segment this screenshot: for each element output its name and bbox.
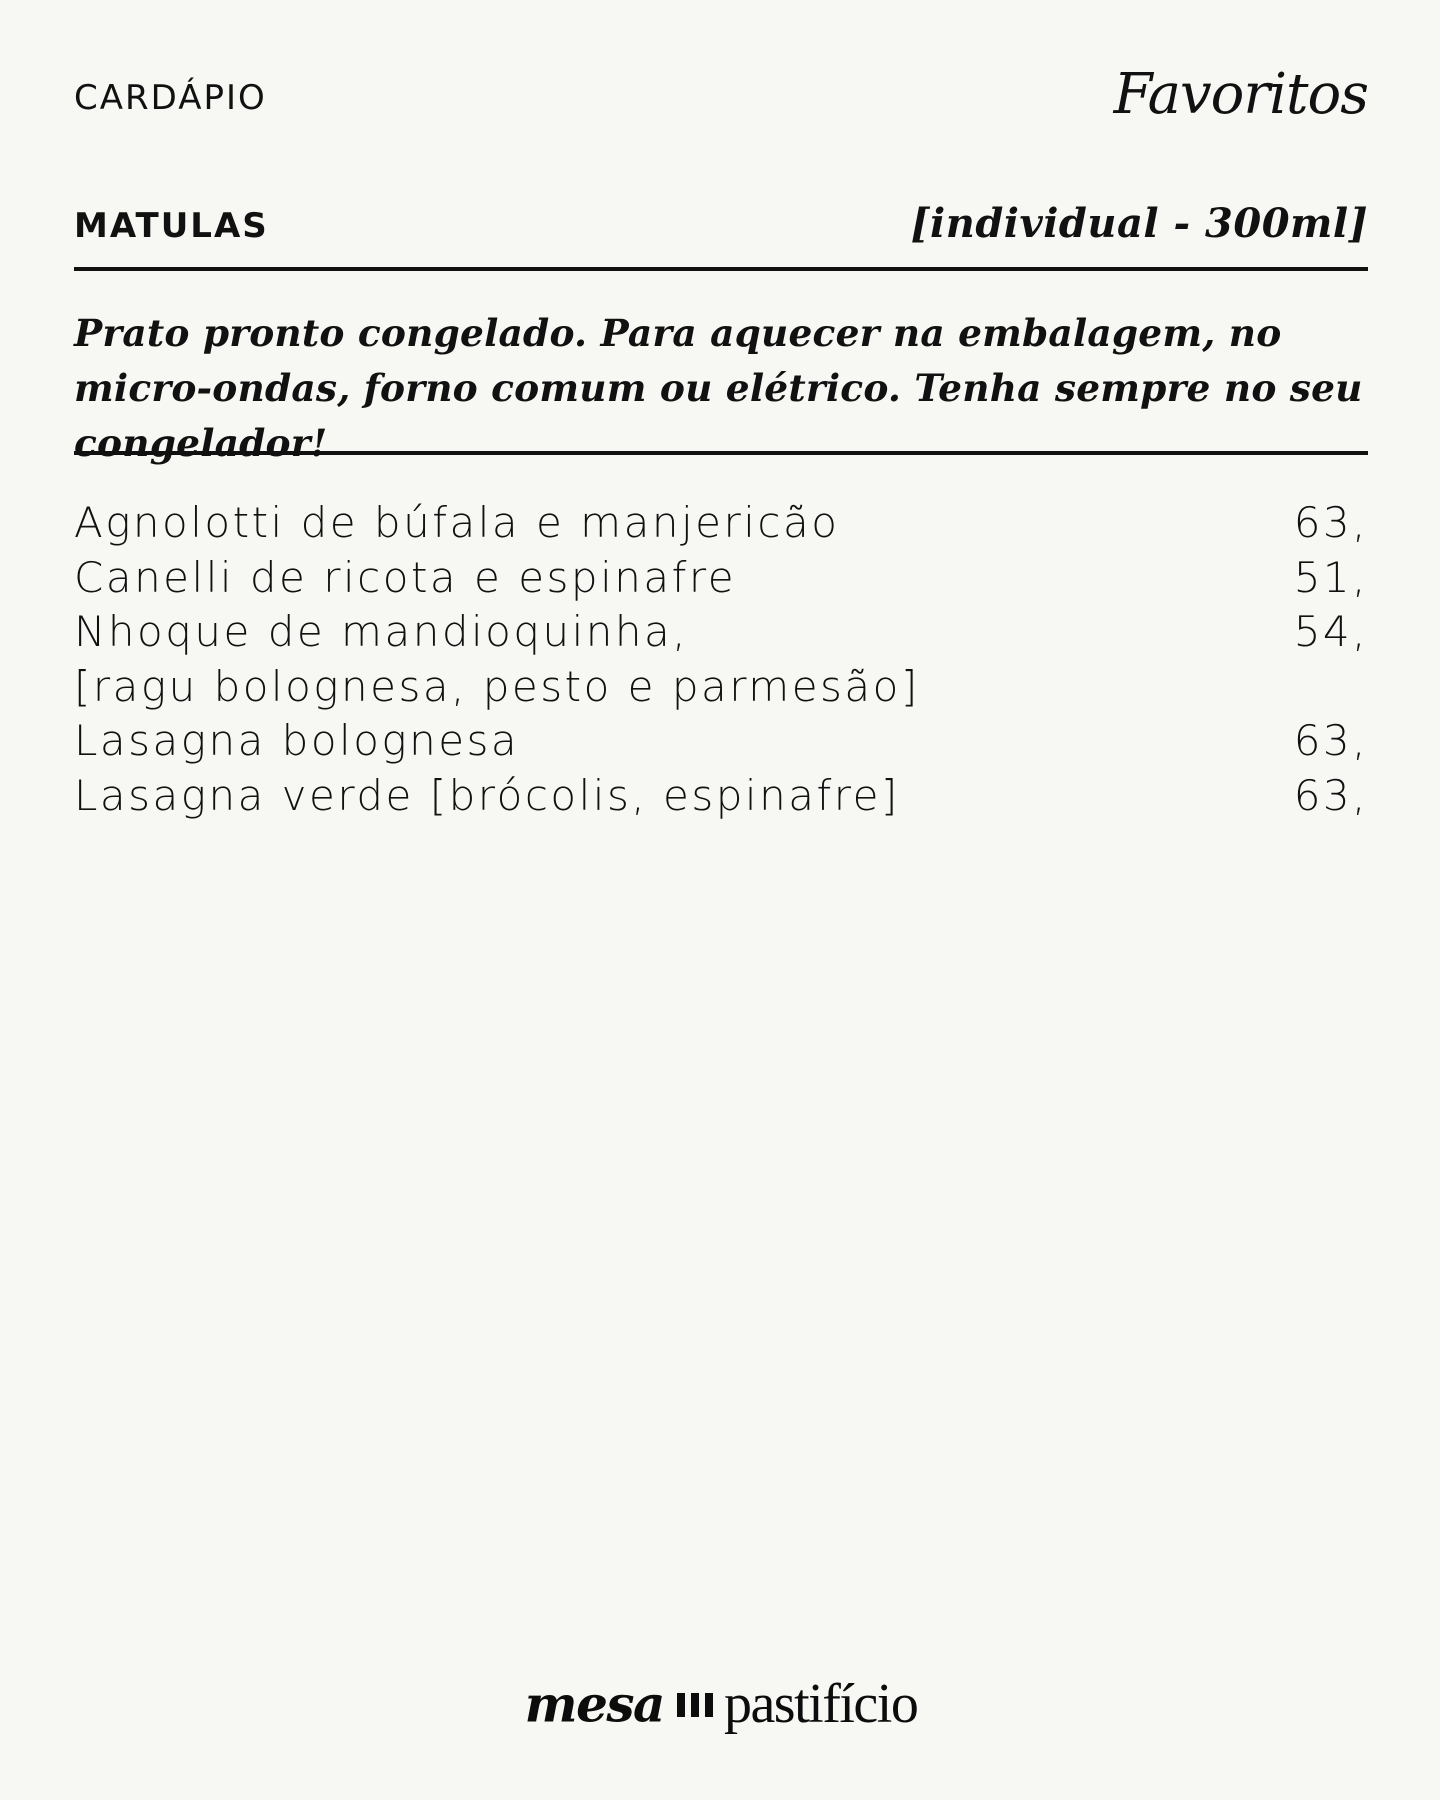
menu-item bbox=[74, 769, 1368, 824]
menu-item-price: 54, bbox=[1293, 607, 1368, 656]
menu-item-name: [ragu bolognesa, pesto e parmesão] bbox=[74, 661, 920, 711]
menu-item bbox=[74, 551, 1368, 606]
menu-item-name: Nhoque de mandioquinha, bbox=[74, 607, 689, 656]
logo-word-pastificio: pastifício bbox=[723, 1673, 918, 1735]
divider-top bbox=[74, 267, 1368, 271]
menu-item-list bbox=[74, 496, 1368, 823]
divider-bottom bbox=[74, 451, 1368, 455]
menu-item-price: 63, bbox=[1293, 716, 1368, 765]
menu-item bbox=[74, 496, 1368, 551]
section-title: MATULAS bbox=[74, 206, 269, 246]
section-header bbox=[74, 200, 1368, 250]
serving-note: [individual - 300ml] bbox=[910, 200, 1368, 247]
menu-item-detail bbox=[74, 660, 1368, 715]
menu-label: CARDÁPIO bbox=[74, 78, 267, 118]
menu-item-name: Agnolotti de búfala e manjericão bbox=[74, 498, 840, 547]
menu-item-price: 51, bbox=[1293, 552, 1368, 602]
menu-item bbox=[74, 714, 1368, 769]
menu-item-price: 63, bbox=[1293, 770, 1368, 820]
menu-item bbox=[74, 605, 1368, 660]
page-title: Favoritos bbox=[1113, 62, 1368, 127]
menu-item-name: Canelli de ricota e espinafre bbox=[74, 552, 737, 602]
menu-item-name: Lasagna verde [brócolis, espinafre] bbox=[74, 770, 900, 820]
brand-logo bbox=[74, 1672, 1368, 1736]
logo-word-mesa: mesa bbox=[524, 1674, 664, 1734]
menu-item-price: 63, bbox=[1293, 498, 1368, 547]
page-header bbox=[74, 62, 1368, 132]
three-vertical-bars-icon bbox=[676, 1689, 714, 1723]
menu-page bbox=[74, 0, 1368, 1800]
menu-item-name: Lasagna bolognesa bbox=[74, 716, 520, 765]
section-description: Prato pronto congelado. Para aquecer na embalagem, no micro-ondas, forno comum ou elétrico. Tenha sempre no seu congelador! bbox=[74, 311, 1363, 465]
